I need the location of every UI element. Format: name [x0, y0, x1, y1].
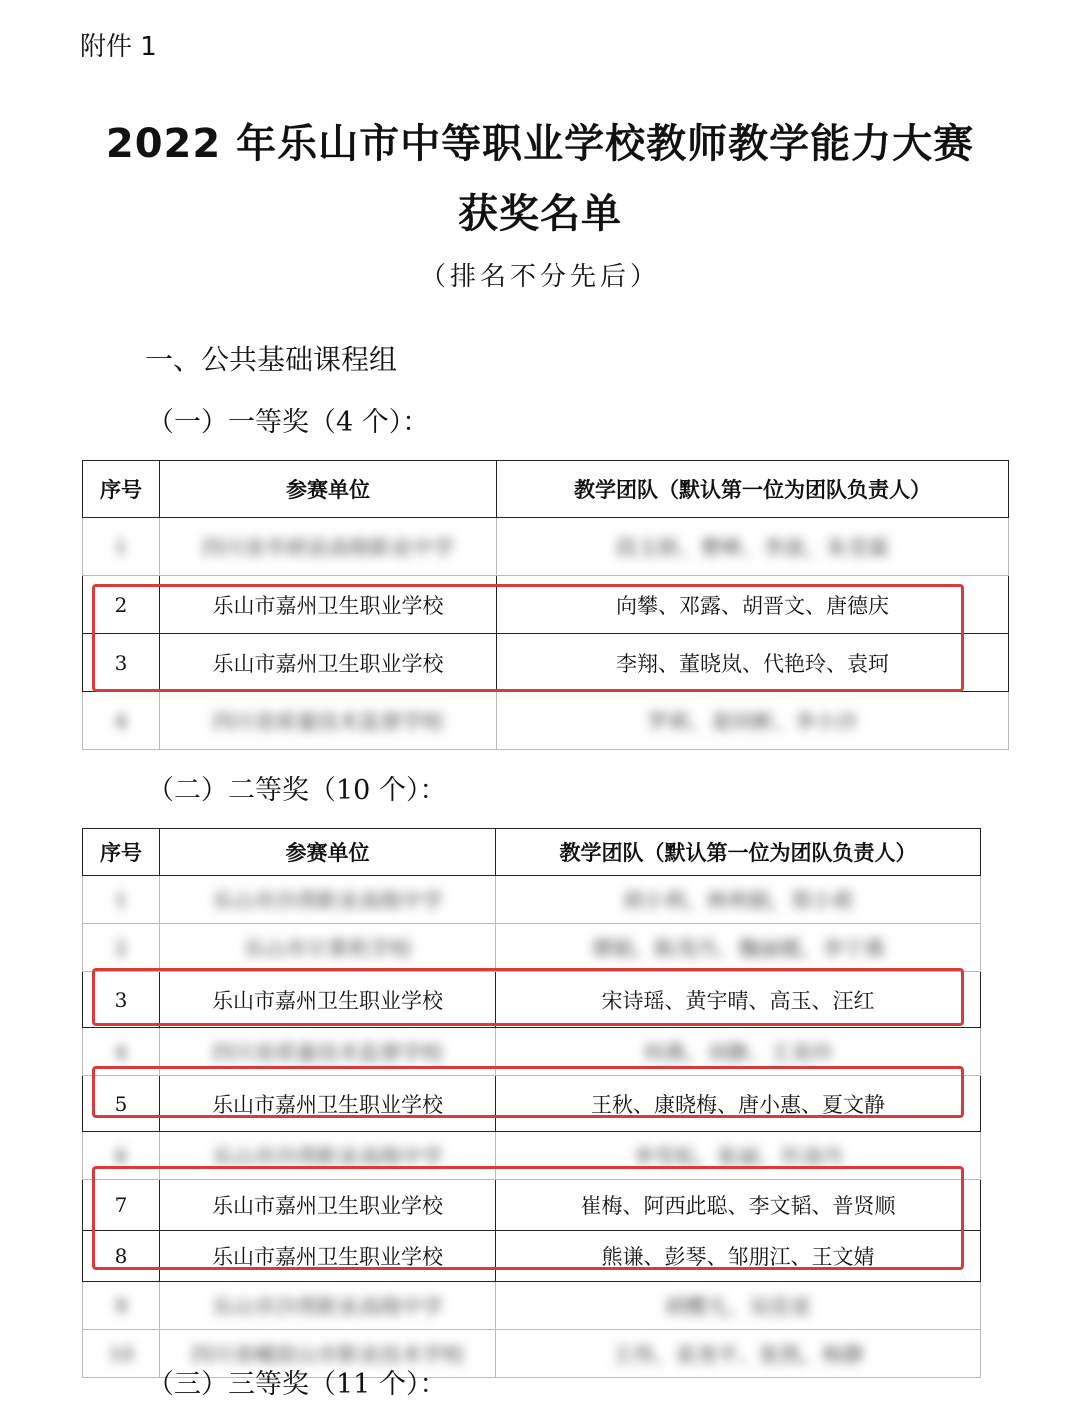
table-row	[83, 924, 981, 972]
table-row	[83, 1180, 981, 1231]
table-row	[83, 1076, 981, 1132]
row-number: 1	[114, 534, 128, 559]
column-header-team: 教学团队（默认第一位为团队负责人）	[497, 461, 1009, 518]
row-unit: 乐山市计算机学校	[243, 936, 412, 961]
table-row	[83, 876, 981, 924]
document-subtitle: （排名不分先后）	[419, 262, 660, 292]
row-unit: 四川省峨眉山市职业技术学校	[191, 1342, 464, 1367]
table-row	[83, 576, 1009, 634]
table-row	[83, 518, 1009, 576]
row-team: 王秋、康晓梅、唐小惠、夏文静	[496, 1076, 981, 1132]
row-unit: 乐山市沙湾职业高级中学	[212, 1294, 443, 1319]
row-unit: 四川省井研县高级职业中学	[202, 535, 454, 560]
row-team: 崔梅、阿西此聪、李文韬、普贤顺	[496, 1180, 981, 1231]
row-unit: 乐山市嘉州卫生职业学校	[160, 1076, 496, 1132]
award-table-first	[82, 460, 1009, 750]
row-number: 3	[83, 972, 160, 1028]
attachment-label: 附件 1	[80, 32, 157, 62]
row-number: 9	[114, 1293, 128, 1318]
row-team: 胡小利、林利娟、郑小莉	[622, 888, 854, 913]
row-number: 7	[83, 1180, 160, 1231]
award-heading-third: （三）三等奖（11 个）：	[147, 1369, 447, 1400]
table-row	[83, 972, 981, 1028]
table-row	[83, 1132, 981, 1180]
table-row	[83, 1231, 981, 1282]
row-unit: 乐山市嘉州卫生职业学校	[160, 972, 496, 1028]
row-team: 段玉娇、曹峥、李波、朱莹霖	[616, 535, 889, 560]
column-header-seq: 序号	[83, 829, 160, 876]
row-unit: 乐山市嘉州卫生职业学校	[160, 634, 497, 692]
award-heading-first: （一）一等奖（4 个）：	[147, 407, 430, 438]
table-row	[83, 634, 1009, 692]
row-unit: 四川省质量技术监督学校	[212, 709, 444, 734]
row-team: 向攀、邓露、胡晋文、唐德庆	[497, 576, 1009, 634]
row-number: 2	[114, 935, 128, 960]
row-unit: 乐山市嘉州卫生职业学校	[160, 1180, 496, 1231]
document-title-line2: 获奖名单	[458, 191, 622, 237]
row-team: 王伟、袁尧平、张凯、杨静	[612, 1342, 864, 1367]
row-team: 罗莉、姜同彬、李小沙	[647, 709, 858, 734]
row-unit: 乐山市嘉州卫生职业学校	[160, 1231, 496, 1282]
table-header-row	[83, 461, 1009, 518]
row-unit: 乐山市沙湾职业高级中学	[212, 1144, 443, 1169]
row-number: 2	[83, 576, 160, 634]
row-number: 5	[83, 1076, 160, 1132]
row-number: 4	[114, 708, 128, 733]
table-header-row	[83, 829, 981, 876]
row-number: 3	[83, 634, 160, 692]
row-number: 1	[114, 887, 128, 912]
table-row	[83, 1282, 981, 1330]
row-unit: 乐山市嘉州卫生职业学校	[160, 576, 497, 634]
row-number: 6	[114, 1143, 128, 1168]
award-table-second	[82, 828, 981, 1378]
table-row	[83, 692, 1009, 750]
row-number: 8	[83, 1231, 160, 1282]
section-heading: 一、公共基础课程组	[145, 343, 398, 376]
column-header-unit: 参赛单位	[160, 461, 497, 518]
row-team: 胡樱凡、吴佳星	[664, 1294, 812, 1319]
row-unit: 四川省质量技术监督学校	[212, 1040, 443, 1065]
row-team: 何燕、刘静、王美玲	[643, 1040, 833, 1065]
row-unit: 乐山市沙湾职业高级中学	[212, 888, 443, 913]
table-row	[83, 1028, 981, 1076]
row-team: 宋诗瑶、黄宇晴、高玉、汪红	[496, 972, 981, 1028]
document-title: 2022 年乐山市中等职业学校教师教学能力大赛	[105, 121, 975, 167]
award-heading-second: （二）二等奖（10 个）：	[147, 775, 447, 806]
row-team: 熊谦、彭琴、邹朋江、王文婧	[496, 1231, 981, 1282]
column-header-unit: 参赛单位	[160, 829, 496, 876]
row-team: 谭娟、陈茂丹、魏丽媛、李宁燕	[591, 936, 885, 961]
row-team: 李翔、董晓岚、代艳玲、袁珂	[497, 634, 1009, 692]
row-team: 李雪松、张丽、许凌丹	[633, 1144, 843, 1169]
row-number: 4	[114, 1039, 128, 1064]
column-header-seq: 序号	[83, 461, 160, 518]
row-number: 10	[108, 1341, 134, 1366]
column-header-team: 教学团队（默认第一位为团队负责人）	[496, 829, 981, 876]
